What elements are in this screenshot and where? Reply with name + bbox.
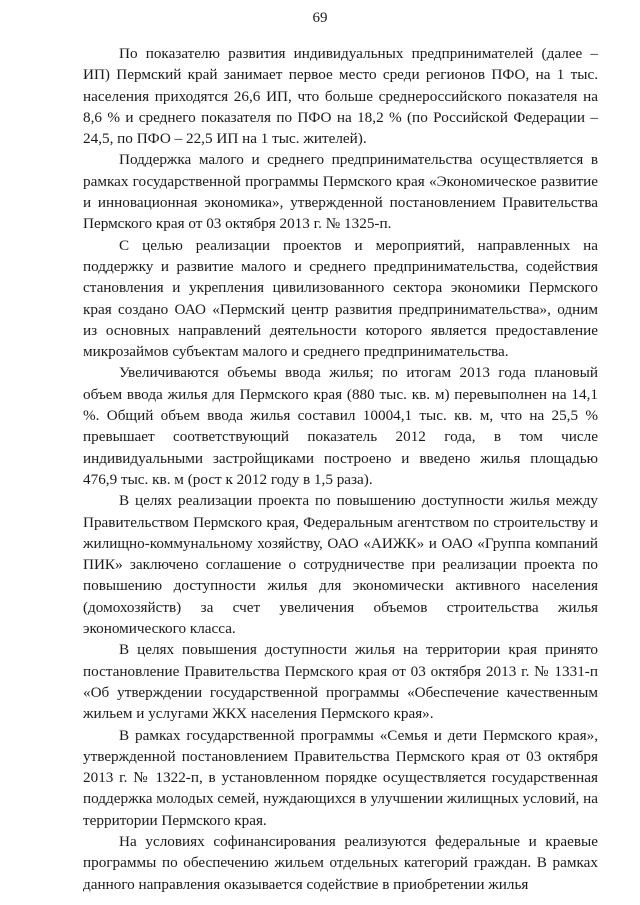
paragraph: С целью реализации проектов и мероприятий, направленных на поддержку и развитие малого и среднего предпринимательства, содействия становления и укрепления цивилизованного сектора экономики Пермского края создано ОАО «Пермский центр развития предпринимательства», одним из основных направлений деятельности которого является предоставление микрозаймов субъектам малого и среднего предпринимательства. (83, 236, 598, 361)
paragraph: Увеличиваются объемы ввода жилья; по итогам 2013 года плановый объем ввода жилья для Пермского края (880 тыс. кв. м) перевыполнен на 14,1 %. Общий объем ввода жилья составил 10004,1 тыс. кв. м, что на 25,5 % превышает соответствующий показатель 2012 года, в том числе индивидуальными застройщиками построено и введено жилья площадью 476,9 тыс. кв. м (рост к 2012 году в 1,5 раза). (83, 364, 598, 488)
paragraph: В целях повышения доступности жилья на территории края принято постановление Правительства Пермского края от 03 октября 2013 г. № 1331-п «Об утверждении государственной программы «Обеспечение качественным жильем и услугами ЖКХ населения Пермского края». (83, 641, 598, 723)
paragraph: В целях реализации проекта по повышению доступности жилья между Правительством Пермского края, Федеральным агентством по строительству и жилищно-коммунальному хозяйству, ОАО «АИЖК» и ОАО «Группа компаний ПИК» заключено соглашение о сотрудничестве при реализации проекта по повышению доступности жилья для экономически активного населения (домохозяйств) за счет увеличения объемов строительства жилья экономического класса. (83, 492, 598, 638)
page-number: 69 (312, 10, 328, 26)
body-text (83, 43, 598, 895)
paragraph: На условиях софинансирования реализуются федеральные и краевые программы по обеспечению жильем отдельных категорий граждан. В рамках данного направления оказывается содействие в приобретении жилья (83, 832, 598, 893)
paragraph: В рамках государственной программы «Семья и дети Пермского края», утвержденной постановлением Правительства Пермского края от 03 октября 2013 г. № 1322-п, в установленном порядке осуществляется государственная поддержка молодых семей, нуждающихся в улучшении жилищных условий, на территории Пермского края. (83, 726, 598, 829)
paragraph: По показателю развития индивидуальных предпринимателей (далее – ИП) Пермский край занимает первое место среди регионов ПФО, на 1 тыс. населения приходятся 26,6 ИП, что больше среднероссийского показателя на 8,6 % и среднего показателя по ПФО на 18,2 % (по Российской Федерации – 24,5, по ПФО – 22,5 ИП на 1 тыс. жителей). (83, 45, 598, 148)
paragraph: Поддержка малого и среднего предпринимательства осуществляется в рамках государственной программы Пермского края «Экономическое развитие и инновационная экономика», утвержденной постановлением Правительства Пермского края от 03 октября 2013 г. № 1325-п. (83, 151, 598, 233)
